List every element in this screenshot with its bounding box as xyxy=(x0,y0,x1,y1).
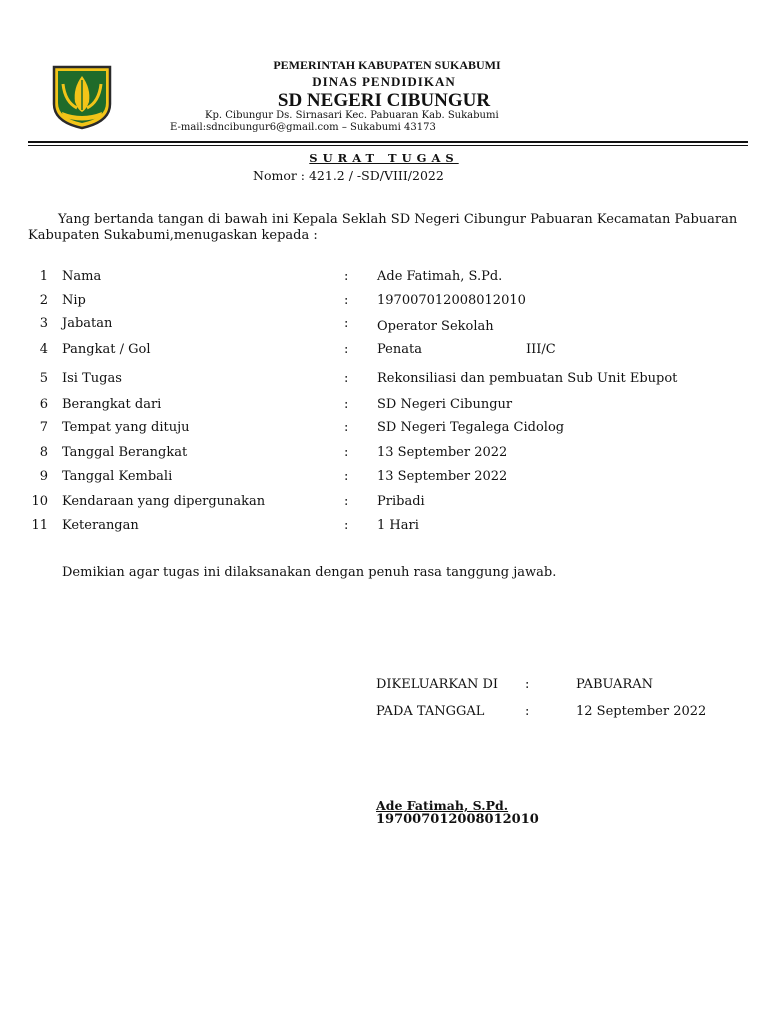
item-value: Ade Fatimah, S.Pd. xyxy=(377,269,503,284)
item-label: Jabatan xyxy=(62,316,113,331)
closing-statement: Demikian agar tugas ini dilaksanakan dengan penuh rasa tanggung jawab. xyxy=(62,565,557,580)
item-value: Pribadi xyxy=(377,494,425,509)
item-value: 13 September 2022 xyxy=(377,445,508,460)
issued-date-label: PADA TANGGAL xyxy=(376,704,485,719)
item-colon: : xyxy=(344,397,349,412)
item-number: 7 xyxy=(39,420,48,435)
item-number: 5 xyxy=(39,371,48,386)
item-colon: : xyxy=(344,293,349,308)
item-label: Pangkat / Gol xyxy=(62,342,151,357)
letter-title: SURAT TUGAS xyxy=(309,151,459,165)
item-value-grade: III/C xyxy=(526,342,556,357)
header-department: DINAS PENDIDIKAN xyxy=(312,74,456,89)
item-number: 10 xyxy=(31,494,48,509)
item-value: 197007012008012010 xyxy=(377,293,526,308)
item-number: 11 xyxy=(31,518,48,533)
item-label: Keterangan xyxy=(62,518,139,533)
item-label: Tanggal Berangkat xyxy=(62,445,188,460)
item-label: Isi Tugas xyxy=(62,371,122,386)
item-value: SD Negeri Tegalega Cidolog xyxy=(377,420,565,435)
item-value: 13 September 2022 xyxy=(377,469,508,484)
issued-place-label: DIKELUARKAN DI xyxy=(376,677,499,692)
item-value: 1 Hari xyxy=(377,518,419,533)
issued-date-value: 12 September 2022 xyxy=(576,704,707,719)
item-colon: : xyxy=(344,494,349,509)
header-email: E-mail:sdncibungur6@gmail.com – Sukabumi 43173 xyxy=(170,122,436,133)
item-number: 2 xyxy=(39,293,48,308)
header-address: Kp. Cibungur Ds. Sirnasari Kec. Pabuaran Kab. Sukabumi xyxy=(205,110,499,121)
item-value: SD Negeri Cibungur xyxy=(377,397,513,412)
item-label: Nama xyxy=(62,269,102,284)
item-colon: : xyxy=(344,445,349,460)
item-colon: : xyxy=(344,316,349,331)
item-colon: : xyxy=(344,469,349,484)
signatory-name: Ade Fatimah, S.Pd. xyxy=(376,798,509,813)
header-government: PEMERINTAH KABUPATEN SUKABUMI xyxy=(273,58,501,72)
item-colon: : xyxy=(344,371,349,386)
item-label: Tempat yang dituju xyxy=(62,420,190,435)
item-label: Tanggal Kembali xyxy=(62,469,173,484)
item-number: 6 xyxy=(39,397,48,412)
header-rule-thin xyxy=(28,145,748,146)
item-colon: : xyxy=(344,269,349,284)
item-number: 3 xyxy=(39,316,48,331)
item-colon: : xyxy=(344,518,349,533)
item-label: Berangkat dari xyxy=(62,397,162,412)
issued-place-value: PABUARAN xyxy=(576,677,653,692)
item-value: Rekonsiliasi dan pembuatan Sub Unit Ebupot xyxy=(377,371,678,386)
item-value: Operator Sekolah xyxy=(377,319,494,334)
item-value: Penata xyxy=(377,342,422,357)
header-school-name: SD NEGERI CIBUNGUR xyxy=(277,90,491,111)
item-colon: : xyxy=(344,420,349,435)
signatory-nip: 197007012008012010 xyxy=(376,812,539,827)
header-rule-thick xyxy=(28,141,748,143)
item-number: 8 xyxy=(39,445,48,460)
item-label: Kendaraan yang dipergunakan xyxy=(62,494,266,509)
issued-place-colon: : xyxy=(525,677,530,692)
item-colon: : xyxy=(344,342,349,357)
item-number: 9 xyxy=(39,469,48,484)
letter-number: Nomor : 421.2 / -SD/VIII/2022 xyxy=(253,168,444,183)
item-label: Nip xyxy=(62,293,86,308)
item-number: 1 xyxy=(39,269,48,284)
intro-paragraph: Yang bertanda tangan di bawah ini Kepala Seklah SD Negeri Cibungur Pabuaran Kecamatan Pabuaran Kabupaten Sukabumi,menugaskan kepada : xyxy=(28,212,738,243)
issued-date-colon: : xyxy=(525,704,530,719)
item-number: 4 xyxy=(39,342,48,357)
